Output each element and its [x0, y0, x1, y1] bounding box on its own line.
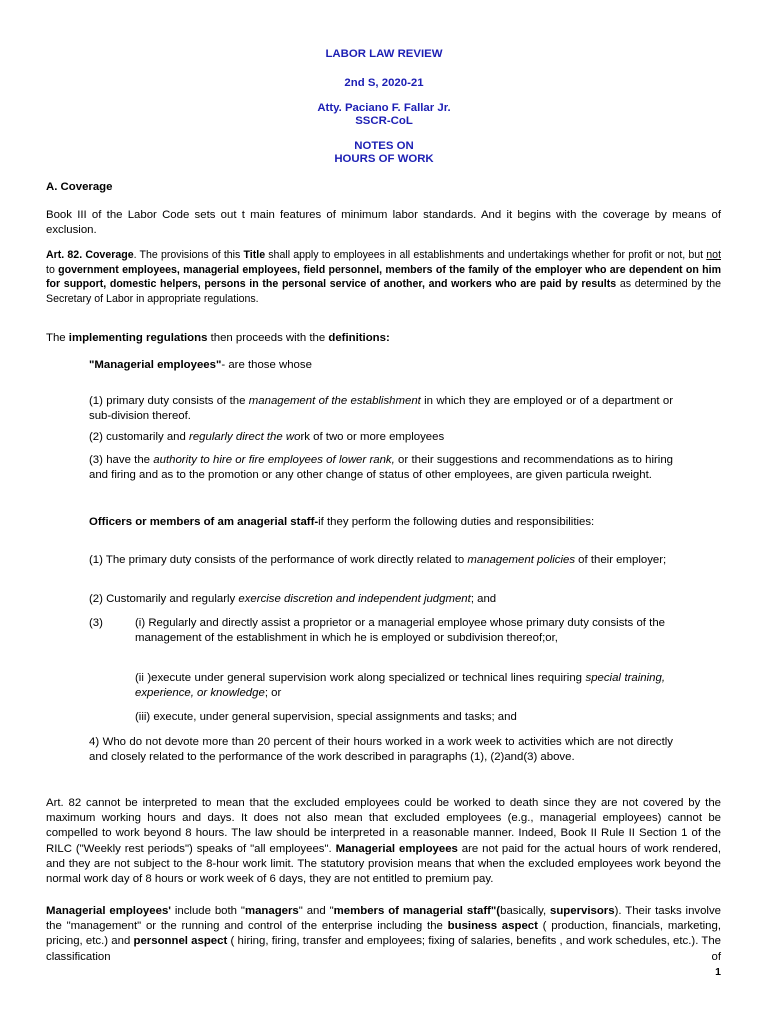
notes-heading-2: HOURS OF WORK [334, 153, 434, 165]
officer-duty-2: (2) Customarily and regularly exercise discretion and independent judgment; and [89, 593, 497, 605]
managerial-employees-definition: "Managerial employees"- are those whose [89, 359, 312, 371]
not-underlined: not [706, 249, 722, 261]
article-82-label: Art. 82. Coverage [46, 249, 134, 261]
interpretation-paragraph: Art. 82 cannot be interpreted to mean that the excluded employees could be worked to death since they are not covered by the maximum working hours and days. It does not also mean that excluded employees (e.g., managerial employees) cannot be compelled to work beyond 8 hours. The law should be interpreted in a reasonable manner. Indeed, Book II Rule II Section 1 of the RILC ("Weekly rest periods") speaks of "all employees". Managerial employees are not paid for the actual hours of work rendered, and they are not subject to the 8-hour work limit. The statutory provision means that when the excluded employees work beyond the normal work day of 8 hours or work week of 6 days, they are not entitled to premium pay. [46, 797, 721, 886]
duty-1: (1) primary duty consists of the management of the establishment in which they are employed or of a department or sub-division thereof. [89, 395, 674, 423]
page-number: 1 [715, 966, 721, 978]
coverage-intro: Book III of the Labor Code sets out t main features of minimum labor standards. And it begins with the coverage by means of exclusion. [46, 209, 721, 237]
implementing-regulations-line: The implementing regulations then proceeds with the definitions: [46, 332, 390, 344]
officer-duty-4: 4) Who do not devote more than 20 percent of their hours worked in a work week to activities which are not directly and closely related to the performance of the work described in paragraphs (1), (2)and(3) above. [89, 736, 673, 764]
officer-duty-3-i: (i) Regularly and directly assist a proprietor or a managerial employee whose primary duty consists of the management of the establishment in which he is employed or subdivision thereof;or, [135, 617, 665, 645]
officer-duty-1: (1) The primary duty consists of the performance of work directly related to management policies of their employer; [89, 554, 667, 566]
excluded-employees-list: government employees, managerial employees, field personnel, members of the family of the employer who are dependent on him for support, domestic helpers, persons in the personal service of another, and workers who are paid by results [46, 263, 721, 290]
officer-duty-3-iii: (iii) execute, under general supervision, special assignments and tasks; and [135, 711, 517, 723]
duty-3: (3) have the authority to hire or fire employees of lower rank, or their suggestions and recommendations as to hiring and firing and as to the promotion or any other change of status of other employees, are given particula rweight. [89, 454, 674, 482]
term-line: 2nd S, 2020-21 [344, 77, 424, 89]
notes-heading-1: NOTES ON [354, 140, 414, 152]
managerial-employees-classification: Managerial employees' include both "managers" and "members of managerial staff"(basically, supervisors). Their tasks involve the "management" or the running and control of the enterprise including the business aspect ( production, financials, marketing, pricing, etc.) and personnel aspect ( hiring, firing, transfer and employees; fixing of salaries, benefits , and work schedules, etc.). The classification of [46, 905, 721, 963]
school-line: SSCR-CoL [355, 115, 413, 127]
officer-duty-3-ii: (ii )execute under general supervision work along specialized or technical lines requiring special training, experience, or knowledge; or [135, 672, 665, 700]
officer-duty-3-number: (3) [89, 617, 103, 629]
article-82-paragraph: Art. 82. Coverage. The provisions of this Title shall apply to employees in all establishments and undertakings whether for profit or not, but not to government employees, managerial employees, field personnel, members of the family of the employer who are dependent on him for support, domestic helpers, persons in the personal service of another, and workers who are paid by results as determined by the Secretary of Labor in appropriate regulations. [46, 249, 722, 305]
section-a-heading: A. Coverage [46, 181, 113, 193]
instructor-line: Atty. Paciano F. Fallar Jr. [317, 102, 451, 114]
duty-2: (2) customarily and regularly direct the work of two or more employees [89, 431, 445, 443]
officers-definition: Officers or members of am anagerial staff-if they perform the following duties and responsibilities: [89, 516, 595, 528]
course-title: LABOR LAW REVIEW [325, 48, 443, 60]
